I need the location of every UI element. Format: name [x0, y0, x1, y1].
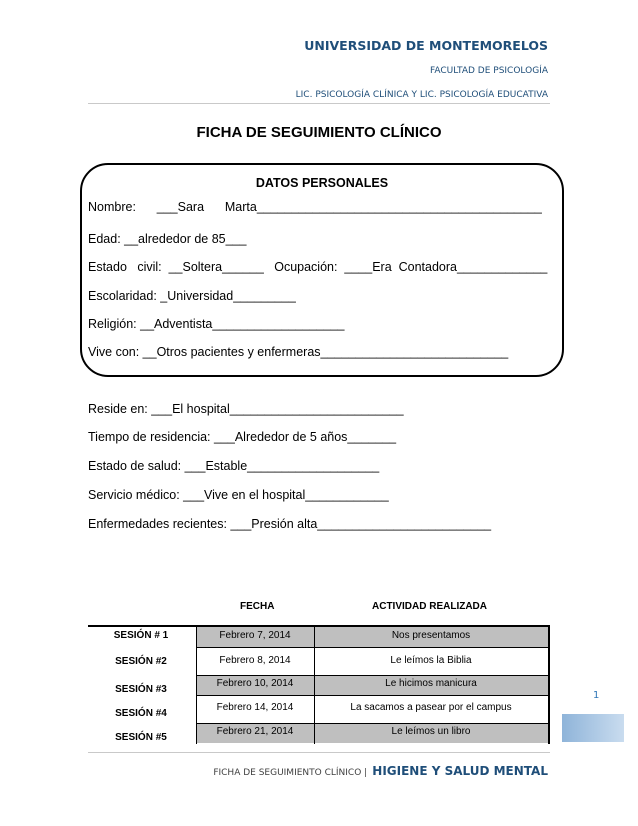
table-divider	[548, 627, 550, 744]
personal-data-heading: DATOS PERSONALES	[255, 176, 389, 190]
session-date: Febrero 8, 2014	[219, 655, 291, 666]
document-title: FICHA DE SEGUIMIENTO CLÍNICO	[196, 124, 442, 141]
session-date: Febrero 10, 2014	[216, 678, 294, 689]
footer-doc-title: FICHA DE SEGUIMIENTO CLÍNICO |	[213, 768, 368, 778]
field-lives-with: Vive con: __Otros pacientes y enfermeras___________________________	[88, 345, 509, 359]
session-label: SESIÓN #4	[115, 708, 167, 719]
footer-course: HIGIENE Y SALUD MENTAL	[372, 764, 548, 778]
field-name: Nombre: ___Sara Marta_________________________________________	[88, 200, 542, 214]
session-activity: Le hicimos manicura	[385, 678, 477, 689]
session-date: Febrero 7, 2014	[219, 630, 291, 641]
col-header-activity: ACTIVIDAD REALIZADA	[372, 601, 487, 612]
row-rule	[196, 695, 549, 696]
session-label: SESIÓN #2	[115, 656, 167, 667]
field-health: Estado de salud: ___Estable___________________	[88, 459, 380, 473]
header-rule	[88, 103, 550, 104]
session-date: Febrero 21, 2014	[216, 726, 294, 737]
field-residence-time: Tiempo de residencia: ___Alrededor de 5 años_______	[88, 430, 397, 444]
page-number: 1	[593, 690, 600, 701]
field-medical-service: Servicio médico: ___Vive en el hospital____________	[88, 488, 389, 502]
field-civil-status: Estado civil: __Soltera______ Ocupación: ____Era Contadora_____________	[88, 260, 548, 274]
field-resides: Reside en: ___El hospital_________________________	[88, 402, 404, 416]
university-name: UNIVERSIDAD DE MONTEMORELOS	[304, 38, 548, 53]
session-label: SESIÓN # 1	[113, 630, 169, 641]
programs-name: LIC. PSICOLOGÍA CLÍNICA Y LIC. PSICOLOGÍA EDUCATIVA	[295, 90, 548, 100]
page-tab	[562, 714, 624, 742]
session-date: Febrero 14, 2014	[216, 702, 294, 713]
footer	[213, 760, 548, 779]
row-rule	[196, 723, 549, 724]
session-label: SESIÓN #3	[115, 684, 167, 695]
field-age: Edad: __alrededor de 85___	[88, 232, 247, 246]
faculty-name: FACULTAD DE PSICOLOGÍA	[430, 66, 548, 76]
field-religion: Religión: __Adventista___________________	[88, 317, 345, 331]
row-rule	[196, 675, 549, 676]
session-activity: Le leímos la Biblia	[390, 655, 472, 666]
session-activity: Le leímos un libro	[391, 726, 471, 737]
field-education: Escolaridad: _Universidad_________	[88, 289, 296, 303]
field-recent-illness: Enfermedades recientes: ___Presión alta_________________________	[88, 517, 492, 531]
table-divider	[314, 627, 315, 744]
session-label: SESIÓN #5	[115, 732, 167, 743]
session-activity: Nos presentamos	[391, 630, 471, 641]
table-divider	[196, 627, 197, 744]
row-rule	[196, 647, 549, 648]
footer-rule	[88, 752, 550, 753]
col-header-date: FECHA	[240, 601, 275, 612]
session-activity: La sacamos a pasear por el campus	[350, 702, 512, 713]
